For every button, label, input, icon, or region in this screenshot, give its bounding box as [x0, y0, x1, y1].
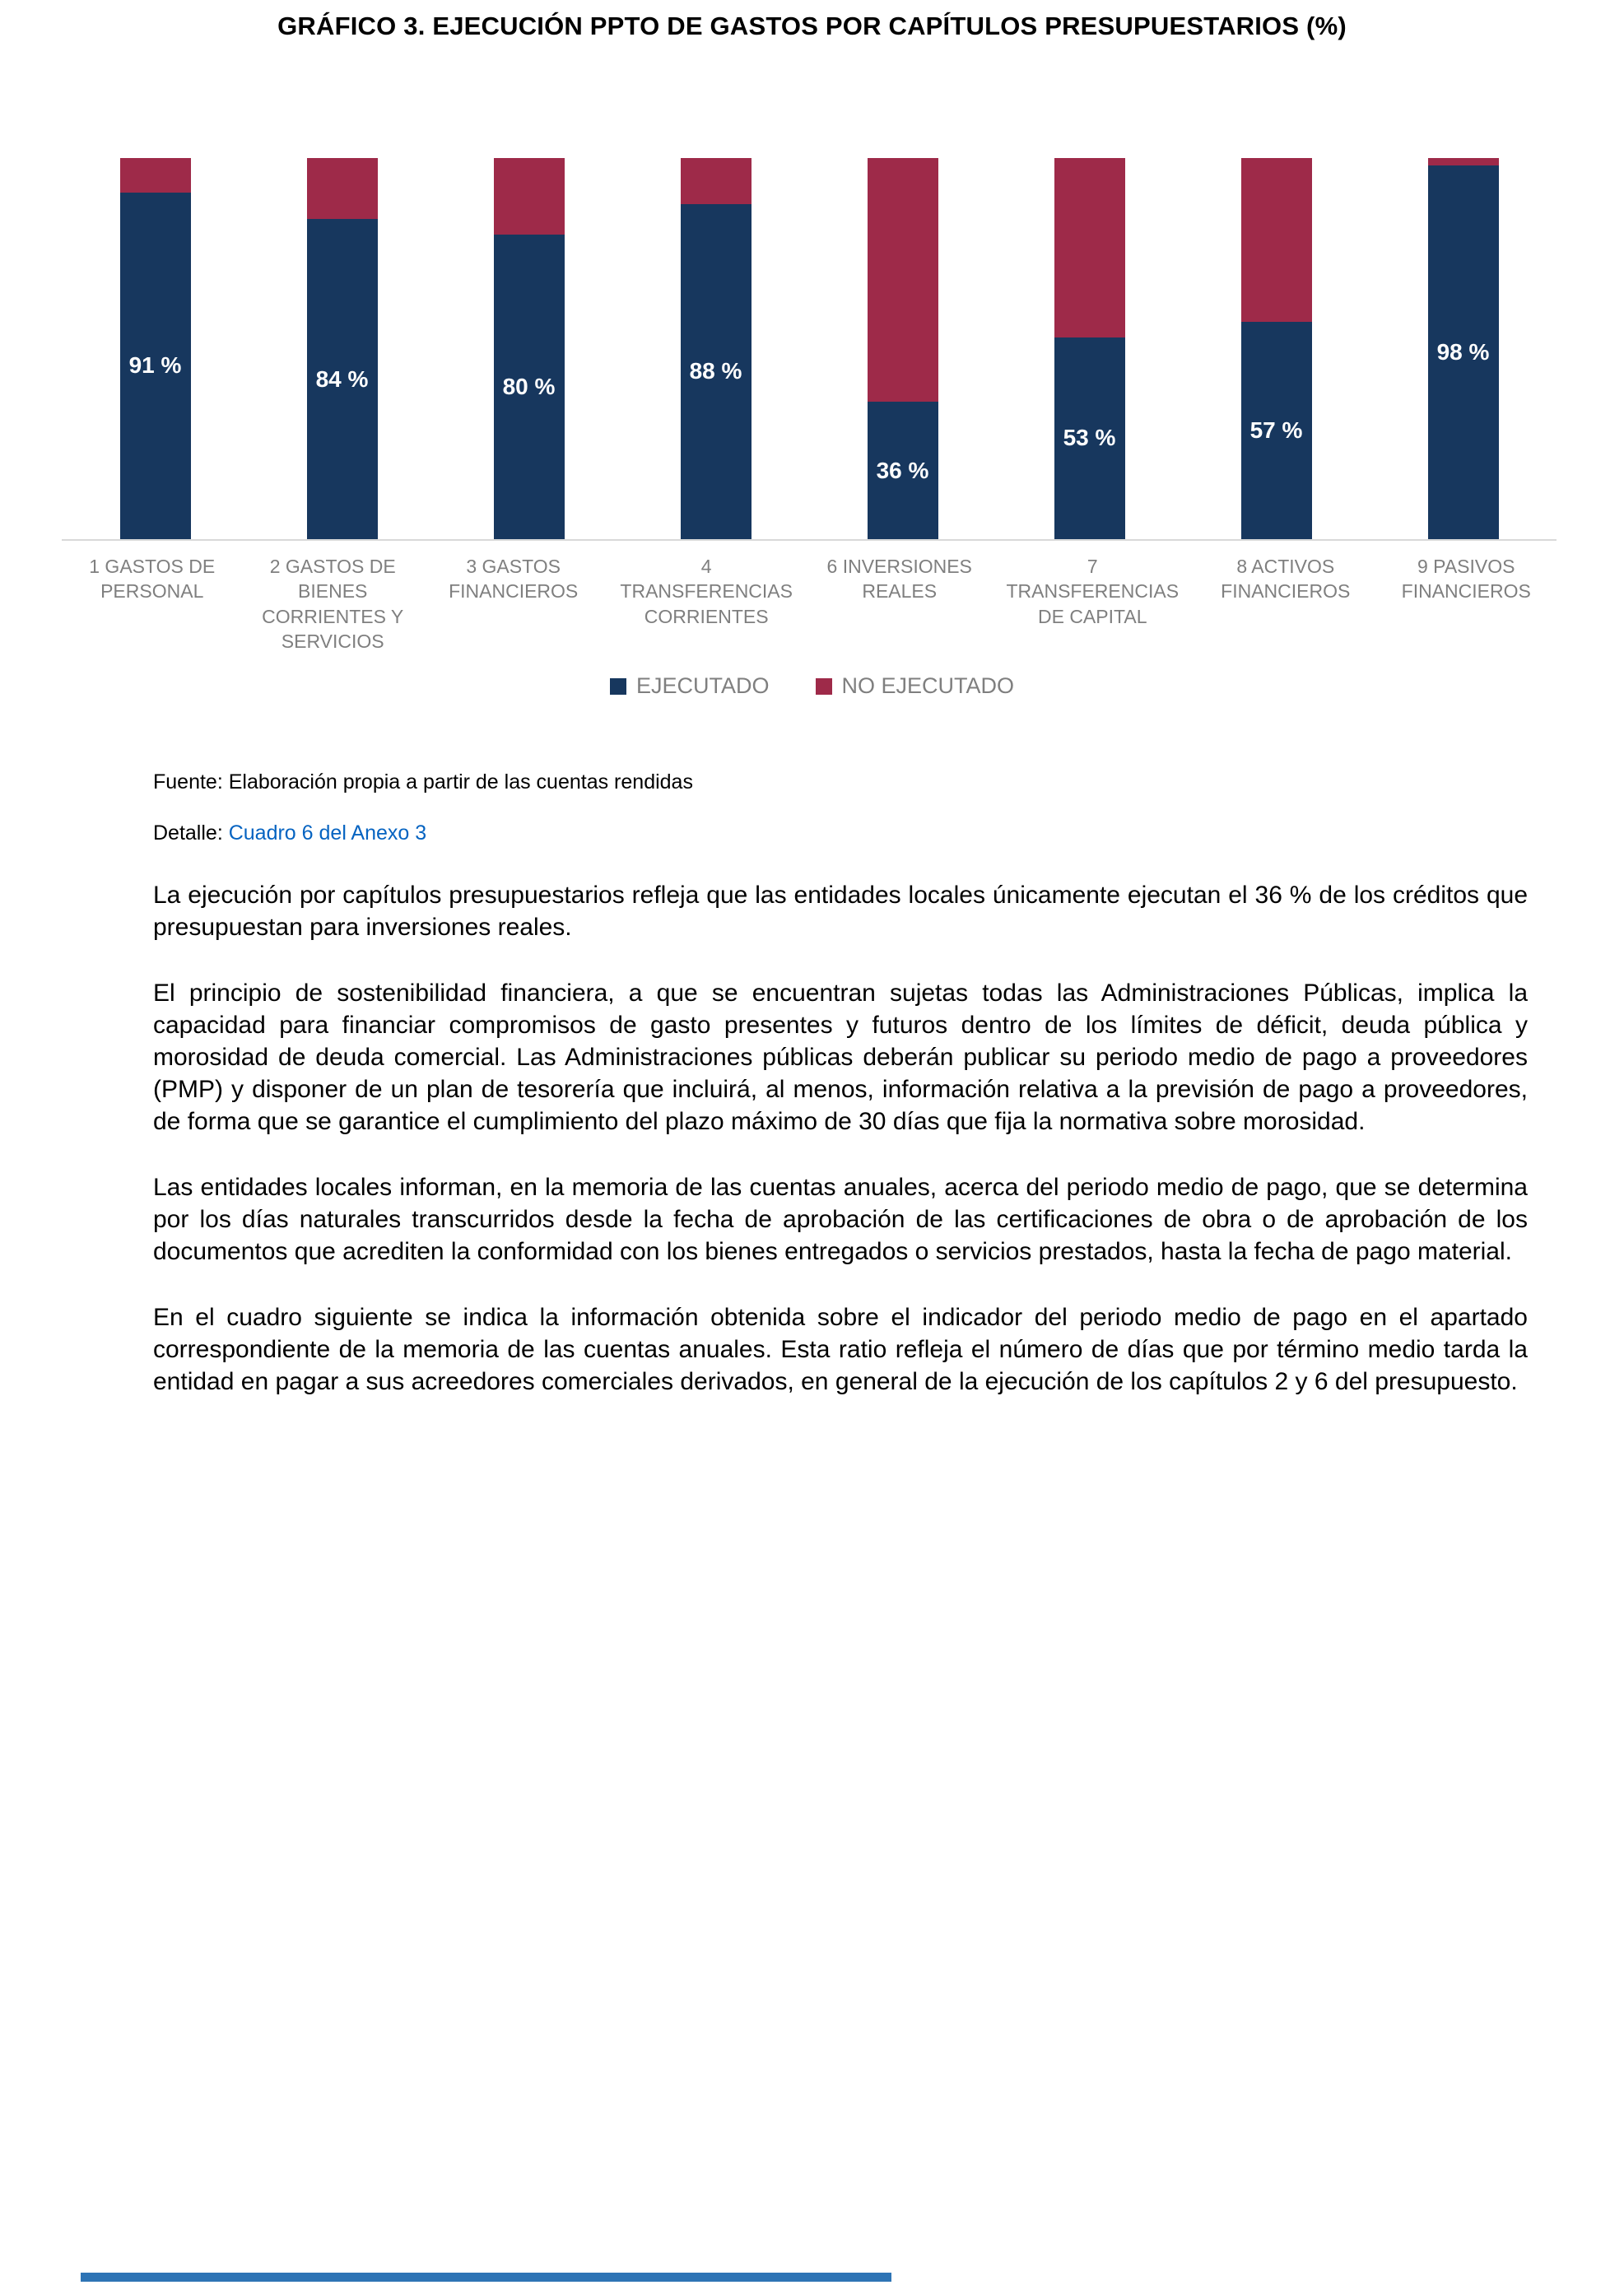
bar-segment-no-ejecutado	[120, 158, 191, 193]
bar-segment-ejecutado	[1054, 337, 1125, 539]
detail-link[interactable]: Cuadro 6 del Anexo 3	[228, 821, 427, 845]
bar-value-label: 84 %	[315, 365, 369, 392]
legend-swatch-icon	[610, 678, 626, 695]
bar-segment-no-ejecutado	[1241, 158, 1312, 322]
x-axis-labels	[62, 554, 1557, 654]
bar-value-label: 91 %	[128, 352, 182, 379]
bar-value-label: 88 %	[689, 358, 742, 384]
bar-segment-no-ejecutado	[307, 158, 378, 219]
legend-item	[816, 673, 1015, 699]
bar-value-label: 80 %	[502, 373, 556, 399]
detail-note	[153, 821, 426, 845]
x-axis-label: 9 PASIVOS FINANCIEROS	[1401, 556, 1531, 603]
bar-value-label: 53 %	[1063, 425, 1116, 451]
paragraph-1: La ejecución por capítulos presupuestarios refleja que las entidades locales únicamente ejecutan el 36 % de los créditos que presupuestan para inversiones reales.	[153, 882, 1528, 941]
stacked-bar	[120, 158, 191, 539]
stacked-bar	[307, 158, 378, 539]
chart-column	[1370, 158, 1557, 539]
bar-segment-no-ejecutado	[681, 158, 752, 204]
chart-column	[435, 158, 622, 539]
legend-swatch-icon	[816, 678, 832, 695]
chart-column	[1183, 158, 1370, 539]
bar-segment-no-ejecutado	[494, 158, 565, 235]
source-note: Fuente: Elaboración propia a partir de las cuentas rendidas	[153, 770, 693, 793]
chart-legend	[0, 673, 1624, 699]
stacked-bar	[1241, 158, 1312, 539]
bar-segment-ejecutado	[1241, 322, 1312, 539]
chart-plot-area	[62, 158, 1557, 541]
detail-label: Detalle:	[153, 821, 229, 845]
bar-segment-ejecutado	[307, 219, 378, 539]
stacked-bar-chart	[62, 158, 1557, 654]
x-axis-label: 8 ACTIVOS FINANCIEROS	[1221, 556, 1351, 603]
body-text	[153, 879, 1528, 1431]
legend-label: NO EJECUTADO	[841, 673, 1015, 698]
bar-value-label: 36 %	[876, 457, 929, 483]
chart-column	[249, 158, 435, 539]
x-axis-label: 1 GASTOS DE PERSONAL	[89, 556, 216, 603]
bar-value-label: 57 %	[1249, 417, 1303, 444]
bar-segment-no-ejecutado	[868, 158, 938, 402]
chart-column	[809, 158, 996, 539]
stacked-bar	[1054, 158, 1125, 539]
paragraph-2: El principio de sostenibilidad financiera, a que se encuentran sujetas todas las Administraciones Públicas, implica la capacidad para financiar compromisos de gasto presentes y futuros dentro de los límites de déficit, deuda pública y morosidad de deuda comercial. Las Administraciones públicas deberán publicar su periodo medio de pago a proveedores (PMP) y disponer de un plan de tesorería que incluirá, al menos, información relativa a la previsión de pago a proveedores, de forma que se garantice el cumplimiento del plazo máximo de 30 días que fija la normativa sobre morosidad.	[153, 980, 1528, 1135]
x-axis-label: 3 GASTOS FINANCIEROS	[449, 556, 579, 603]
stacked-bar	[494, 158, 565, 539]
bar-segment-ejecutado	[868, 402, 938, 539]
chart-column	[62, 158, 249, 539]
bar-segment-no-ejecutado	[1428, 158, 1499, 165]
bar-segment-ejecutado	[681, 204, 752, 539]
footer-accent-bar	[81, 2273, 891, 2282]
bar-segment-ejecutado	[1428, 165, 1499, 539]
legend-label: EJECUTADO	[635, 673, 770, 698]
x-axis-label: 2 GASTOS DE BIENES CORRIENTES Y SERVICIOS	[262, 556, 404, 653]
chart-title: GRÁFICO 3. EJECUCIÓN PPTO DE GASTOS POR CAPÍTULOS PRESUPUESTARIOS (%)	[277, 12, 1347, 40]
bar-value-label: 98 %	[1436, 339, 1490, 365]
stacked-bar	[1428, 158, 1499, 539]
paragraph-3: Las entidades locales informan, en la memoria de las cuentas anuales, acerca del periodo medio de pago, que se determina por los días naturales transcurridos desde la fecha de aprobación de las certificaciones de obra o de aprobación de los documentos que acrediten la conformidad con los bienes entregados o servicios prestados, hasta la fecha de pago material.	[153, 1174, 1528, 1265]
paragraph-4: En el cuadro siguiente se indica la información obtenida sobre el indicador del periodo medio de pago en el apartado correspondiente de la memoria de las cuentas anuales. Esta ratio refleja el número de días que por término medio tarda la entidad en pagar a sus acreedores comerciales derivados, en general de la ejecución de los capítulos 2 y 6 del presupuesto.	[153, 1304, 1528, 1395]
stacked-bar	[681, 158, 752, 539]
bar-segment-ejecutado	[120, 193, 191, 539]
chart-column	[622, 158, 809, 539]
stacked-bar	[868, 158, 938, 539]
chart-column	[996, 158, 1183, 539]
bar-segment-ejecutado	[494, 235, 565, 539]
x-axis-label: 4 TRANSFERENCIAS CORRIENTES	[620, 556, 793, 627]
bar-segment-no-ejecutado	[1054, 158, 1125, 337]
legend-item	[610, 673, 770, 699]
x-axis-label: 7 TRANSFERENCIAS DE CAPITAL	[1006, 556, 1180, 627]
x-axis-label: 6 INVERSIONES REALES	[826, 556, 972, 603]
